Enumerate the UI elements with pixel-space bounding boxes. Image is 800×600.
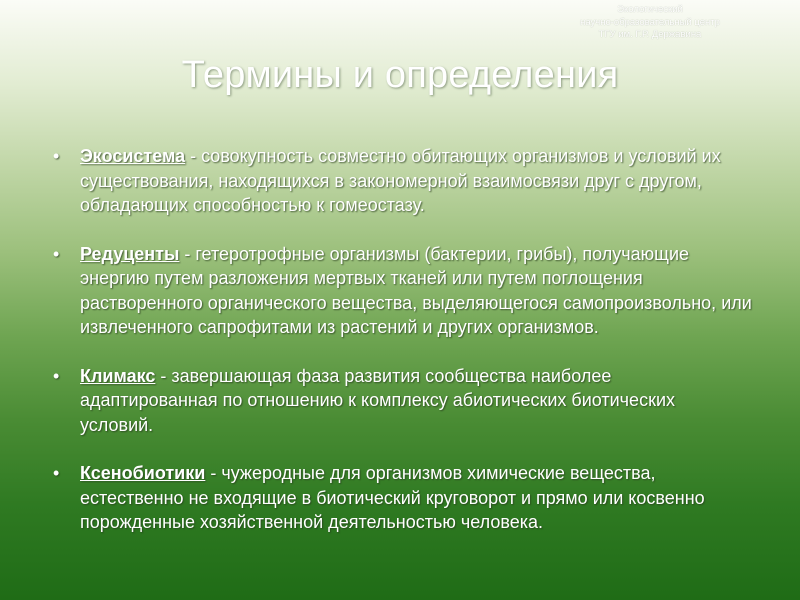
term-definition: - гетеротрофные организмы (бактерии, грибы), получающие энергию путем разложения мертвых тканей или путем поглощения растворенного органического вещества, выделяющегося самопроизвольно, или извлеченного сапрофитами из растений и других организмов. (80, 243, 752, 337)
bullet-icon: • (53, 365, 60, 386)
terms-list (52, 144, 752, 559)
term-item-reducers (52, 242, 752, 340)
bullet-icon: • (53, 243, 60, 264)
term-word: Климакс (80, 365, 156, 386)
term-definition: - завершающая фаза развития сообщества наиболее адаптированная по отношению к комплексу абиотических биотических условий. (80, 365, 676, 435)
bullet-icon: • (53, 146, 60, 166)
term-word: Экосистема (80, 146, 186, 166)
term-definition: - чужеродные для организмов химические вещества, естественно не входящие в биотический круговорот и прямо или косвенно порожденные хозяйственной деятельностью человека. (80, 463, 705, 532)
term-item-ecosystem (52, 144, 752, 218)
term-item-xenobiotics (52, 461, 752, 535)
slide-title: Термины и определения (181, 54, 619, 96)
organization-line-1: Экологический (617, 4, 683, 15)
term-definition: - совокупность совместно обитающих организмов и условий их существования, находящихся в закономерной взаимосвязи друг с другом, обладающих способностью к гомеостазу. (80, 146, 721, 215)
term-item-climax (52, 364, 752, 438)
organization-caption (540, 4, 760, 42)
term-word: Ксенобиотики (80, 463, 206, 483)
bullet-icon: • (53, 463, 60, 483)
organization-line-2: научно-образовательный центр (580, 16, 720, 28)
organization-line-3: ТГУ им. Г.Р. Державина (598, 29, 702, 40)
term-word: Редуценты (80, 243, 180, 264)
